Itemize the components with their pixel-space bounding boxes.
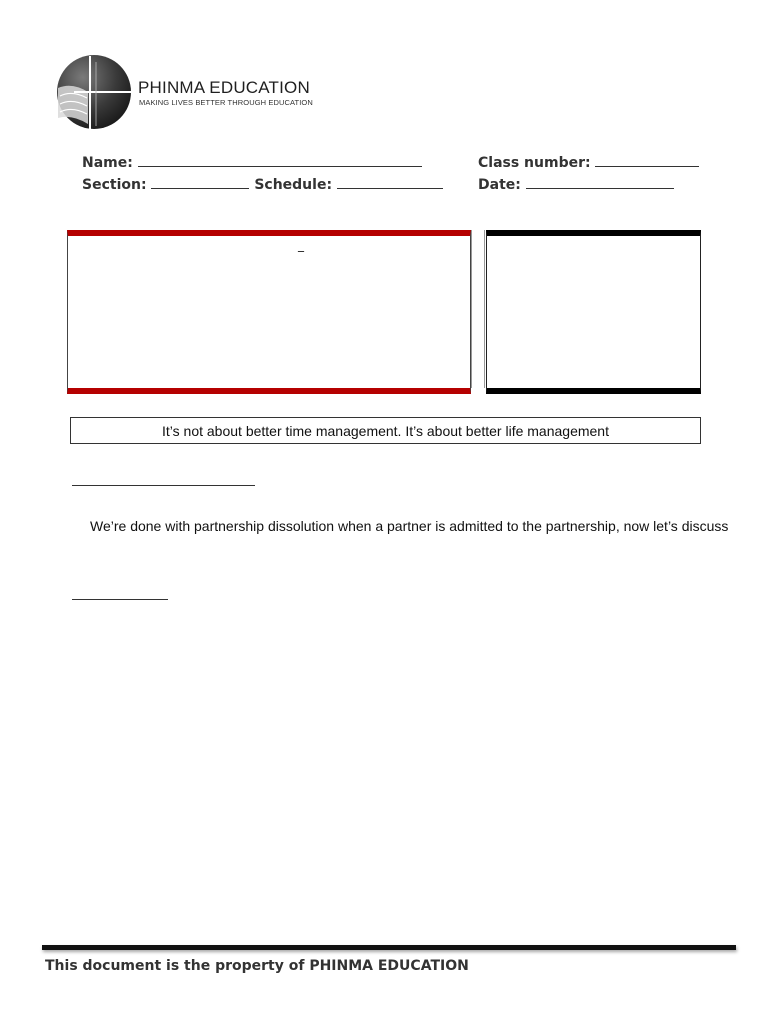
section-label: Section: xyxy=(82,177,147,193)
heading-underline-2 xyxy=(72,599,168,600)
date-blank[interactable] xyxy=(526,176,674,189)
red-box-mark: _ xyxy=(298,238,304,252)
brand-tagline: MAKING LIVES BETTER THROUGH EDUCATION xyxy=(139,98,313,107)
schedule-blank[interactable] xyxy=(337,176,443,189)
brand-name: PHINMA EDUCATION xyxy=(138,78,310,97)
footer-rule xyxy=(42,945,736,950)
class-number-label: Class number: xyxy=(478,155,591,171)
quote-text: It’s not about better time management. It’s about better life management xyxy=(162,422,609,439)
section-schedule-field[interactable] xyxy=(82,176,443,193)
name-label: Name: xyxy=(82,155,133,171)
class-number-field[interactable] xyxy=(478,154,699,171)
quote-bar xyxy=(70,417,701,444)
body-paragraph: We’re done with partnership dissolution when a partner is admitted to the partnership, now let’s discuss xyxy=(90,518,729,534)
section-blank[interactable] xyxy=(151,176,249,189)
class-number-blank[interactable] xyxy=(595,154,699,167)
box-divider xyxy=(471,230,485,388)
name-field[interactable] xyxy=(82,154,422,171)
black-content-box xyxy=(486,230,701,394)
phinma-logo xyxy=(54,52,132,132)
footer-text: This document is the property of PHINMA EDUCATION xyxy=(45,958,469,974)
schedule-label: Schedule: xyxy=(254,177,333,193)
heading-underline-1 xyxy=(72,485,255,486)
red-content-box xyxy=(67,230,471,394)
date-label: Date: xyxy=(478,177,521,193)
name-blank[interactable] xyxy=(138,154,422,167)
date-field[interactable] xyxy=(478,176,674,193)
